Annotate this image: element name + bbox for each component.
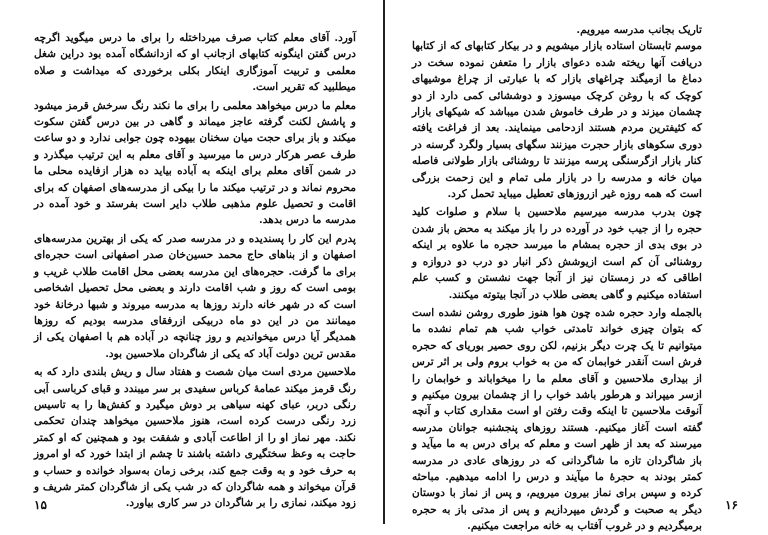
paragraph: ملاحسین مردی است میان شصت و هفتاد سال و ریش بلندی دارد که به رنگ قرمز میکند عمامهٔ کرباس سفیدی بر سر میبندد و قبای کرباسی آبی رنگی دربر، عبای کهنه سیاهی بر دوش میگیرد و کفش‌ها را به تاسیس زرد رنگی درست کرده است، هنوز ملاحسین میخواهد چندان تحکمی نکند. مهر نماز او را از اطاعت آبادی و شفقت بود و همچنین که او کمتر حاجت به وعظ سختگیری داشته باشند تا چشم از ابتدا خورد که او امروز به حرف خود و به وقت جمع کند، برخی زمان به‌سواد خوانده و حساب و قرآن میخواند و همه شاگردان که در شب یکی از شاگردان کمتر شریف و زود میکند، نمازی را بر شاگردان در سر کاری بیاورد. [34, 366, 356, 510]
right-page [385, 0, 768, 533]
paragraph: بالجمله وارد حجره شده چون هوا هنوز طوری روشن نشده است که بتوان چیزی خواند تامدتی خواب شب هم تمام نشده‌ ما میتوانیم تا یک چرت دیگر بزنیم، لکن روی حصیر بوریای که حجره فرش است آنقدر خوابمان که من به خواب بروم ولی بر اثر ترس از بیداری ملاحسین و آقای معلم ما را میخواباند و خوابمان را ازسر میپراند و هرطور باشد خواب را از چشمان بیرون میکنیم و آنوقت ملاحسین تا اینکه وقت رفتن او است مقداری کتاب و آنچه گفته است آغاز میکنیم. هستند روزهای پنجشنبه جوانان مدرسه میرسند که بعد از ظهر است و معلم که برای درس به ما میآید و باز شاگردان تازه ما شاگردانی که در روزهای عادی در مدرسه کمتر بودند به حجرهٔ ما میآیند و درس را ادامه میدهیم. مباحثه کرده و سپس برای نماز بیرون میرویم، و پس از نماز با دوستان دیگر به صحبت و گردش میپردازیم و پس از مدتی باز به حجره برمیگردیم و در غروب آفتاب به خانه مراجعت میکنیم. [412, 306, 702, 533]
page-number: ۱۵ [34, 498, 47, 512]
paragraph: چون بدرب مدرسه میرسیم ملاحسین با سلام و صلوات کلید حجره را از جیب خود در آورده در را باز میکند به محض باز شدن در بوی بدی از حجره بمشام ما میرسد حجره ما علاوه بر اینکه روشنائی آن کم است ازیوشش ذکر انبار دو درب دو دروازه و اطاقی که در زمستان نیز از آنجا جهت نشستن و کسب علم استفاده میکنیم و گاهی بعضی طلاب در آنجا بیتوته میکنند. [412, 206, 702, 301]
page-heading: تاریک بجانب مدرسه میرویم. [576, 24, 702, 36]
left-page-text [34, 30, 356, 512]
right-page-text [412, 22, 702, 535]
paragraph: آورد. آقای معلم کتاب صرف میرداختله را برای ما درس میگوید اگرچه درس گفتن اینگونه کتابهای ازجانب او که ازدانشگاه آمده بود دراین شغل معلمی و تربیت آموزگاری اینکار بکلی برخوردی که میداشت و صلاه میطلبید که تقریر است. [34, 32, 356, 94]
paragraph: معلم ما درس میخواهد معلمی را برای ما نکند رنگ سرخش قرمز میشود و پاشش لکنت گرفته عاجز میماند و گاهی در بین درس گفتن سکوت میکند و باز برای حجت میان سخنان بیهوده چون جوابی ندارد و دو ساعت طرف عصر هرکار درس ما میرسید و آقای معلم به این ترتیب میگذرد و در شمن آقای معلم برای اینکه به آباده بیاید ده هزار ازفایده محلی ما محروم نماند و در ترتیب میکند ما را بیکی از مدرسه‌های اصفهان که برای اقامت و تحصیل علوم مذهبی طلاب دایر است بفرستد و خود آمده در مدرسه ما درس بدهد. [34, 99, 356, 227]
left-page [0, 0, 383, 524]
paragraph: پدرم این کار را پسندیده و در مدرسه صدر که یکی از بهترین مدرسه‌های اصفهان و از بناهای حاج محمد حسین‌خان صدر اصفهانی است حجره‌ای برای ما گرفت. حجره‌های این مدرسه بعضی محل اقامت طلاب غریب و بومی است که روز و شب اقامت دارند و بعضی محل تحصیل اشخاصی است که در شهر خانه دارند روزها به مدرسه میروند و شبها درخانهٔ خود میمانند من در این دو ماه دربیکی ازرفقای مدرسه بودیم که روزها همدیگر آیا درس میخواندیم و روز چنانچه در آباده هم با اصفهان یکی از مقدس ترین دولت آباد که یکی از شاگردان ملاحسین بود. [34, 232, 356, 360]
page-number: ۱۶ [725, 498, 738, 512]
paragraph: موسم تابستان استاده بازار میشویم و در بیکار کتابهای که از کتابها دریافت آنها ریخته شده دعوای بازار را متعفن نموده سخت در دماغ ما ازمیگند چراغهای بازار که با عبارتی از چراغ موشیهای کوچک‌ که با روغن کرچک میسوزد و دوششائی کمی دارد از دو چشمان میزند و در طرف خاموش شدن میباشد که شیکهای بازار که کثیفترین مردم هستند ازدحامی مینمایند. بعد از فراغت یافته دوری سکوهای بازار حجرت میزنند سگهای بسیار ولگرد گرسنه در کنار بازار ازگرسنگی پرسه میزنند تا روشنائی بازار طولانی فاصله میان خانه و مدرسه را در بازار ملی تمام و این زحمت بزرگی است که همه روزه غیر ازروزهای تعطیل میباید تحمل کرد. [412, 40, 702, 201]
